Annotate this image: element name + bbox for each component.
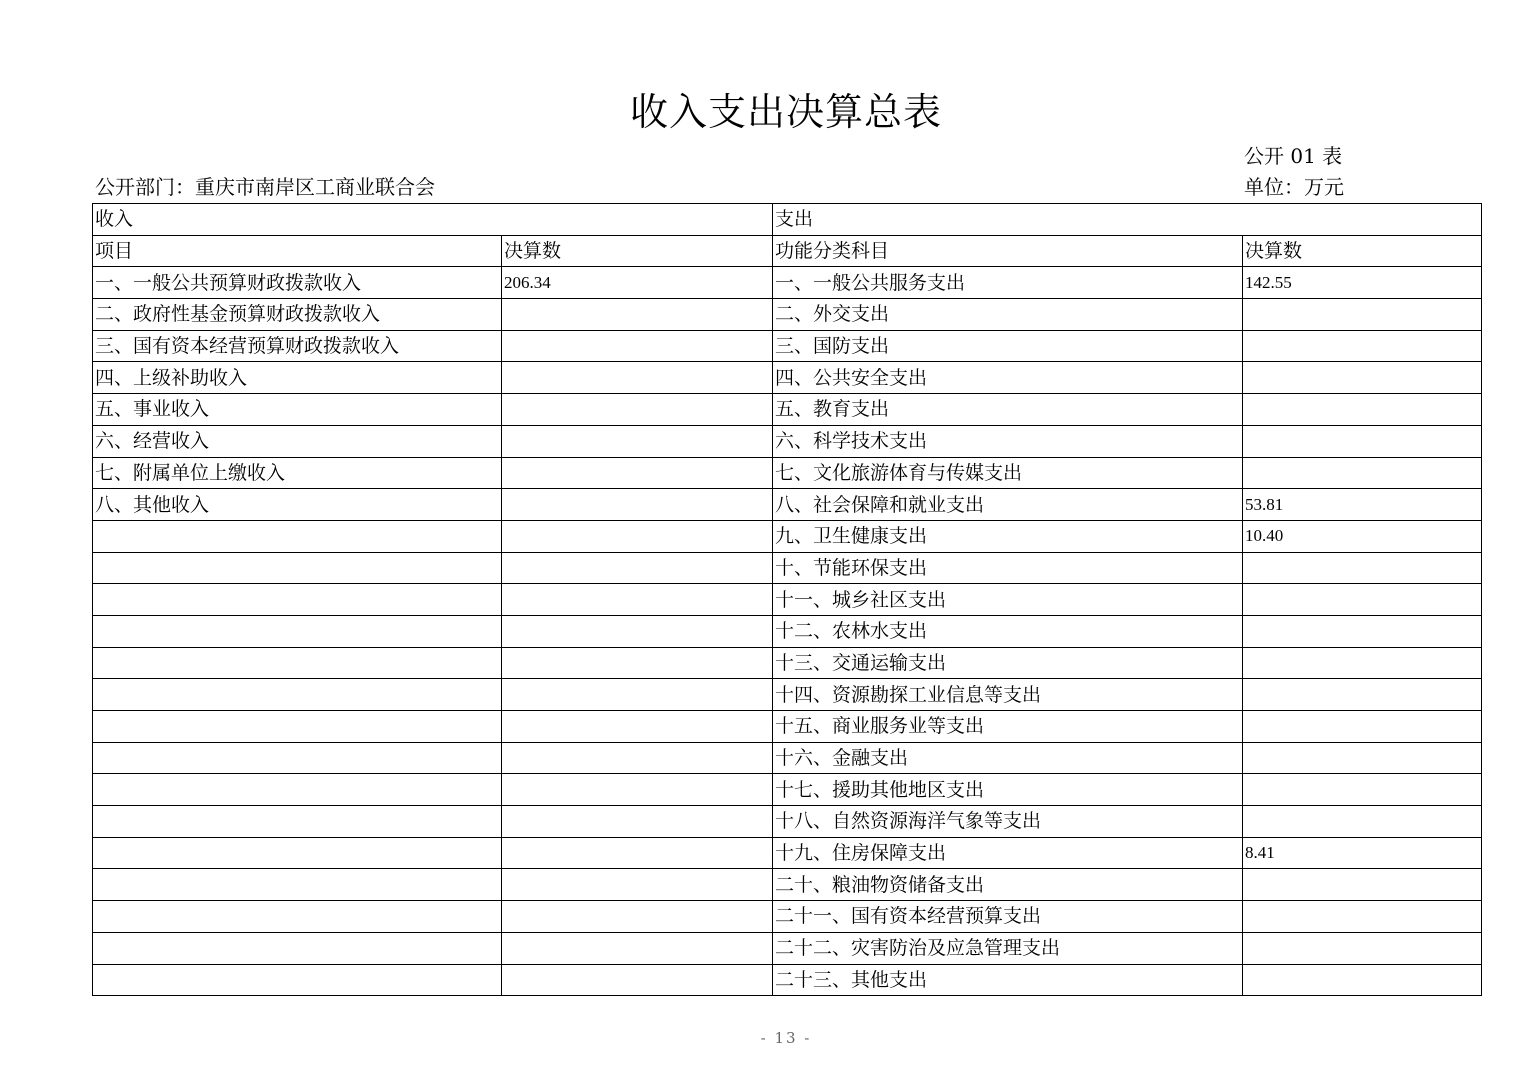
income-amount-cell	[502, 742, 773, 774]
income-item-cell	[93, 615, 502, 647]
expense-item-cell: 十九、住房保障支出	[773, 837, 1243, 869]
expense-item-cell: 二十、粮油物资储备支出	[773, 869, 1243, 901]
expense-item-cell: 十一、城乡社区支出	[773, 584, 1243, 616]
income-amount-cell	[502, 299, 773, 331]
table-row	[93, 679, 1482, 711]
table-body	[93, 204, 1482, 996]
expense-amount-cell	[1243, 932, 1482, 964]
column-header-income-amount: 决算数	[502, 235, 773, 267]
expense-amount-cell	[1243, 742, 1482, 774]
expense-amount-cell	[1243, 774, 1482, 806]
income-item-cell	[93, 774, 502, 806]
income-amount-cell	[502, 520, 773, 552]
table-row	[93, 932, 1482, 964]
table-row	[93, 425, 1482, 457]
expense-item-cell: 二十一、国有资本经营预算支出	[773, 901, 1243, 933]
income-amount-cell	[502, 964, 773, 996]
expense-amount-cell	[1243, 362, 1482, 394]
table-row	[93, 774, 1482, 806]
income-amount-cell	[502, 774, 773, 806]
income-amount-cell	[502, 869, 773, 901]
expense-amount-cell	[1243, 457, 1482, 489]
expense-item-cell: 三、国防支出	[773, 330, 1243, 362]
form-number: 公开 01 表	[1244, 144, 1343, 168]
income-item-cell	[93, 552, 502, 584]
income-item-cell: 五、事业收入	[93, 394, 502, 426]
expense-amount-cell	[1243, 584, 1482, 616]
expense-amount-cell	[1243, 615, 1482, 647]
expense-amount-cell	[1243, 806, 1482, 838]
table-row	[93, 299, 1482, 331]
expense-amount-cell	[1243, 679, 1482, 711]
table-row	[93, 552, 1482, 584]
income-item-cell	[93, 584, 502, 616]
expense-item-cell: 六、科学技术支出	[773, 425, 1243, 457]
expense-amount-cell	[1243, 964, 1482, 996]
expense-amount-cell: 53.81	[1243, 489, 1482, 521]
income-item-cell	[93, 520, 502, 552]
table-row	[93, 267, 1482, 299]
column-header-item: 项目	[93, 235, 502, 267]
expense-amount-cell	[1243, 869, 1482, 901]
table-row	[93, 647, 1482, 679]
income-item-cell	[93, 869, 502, 901]
income-amount-cell	[502, 679, 773, 711]
expense-item-cell: 十七、援助其他地区支出	[773, 774, 1243, 806]
income-item-cell: 八、其他收入	[93, 489, 502, 521]
expense-item-cell: 十六、金融支出	[773, 742, 1243, 774]
income-item-cell: 四、上级补助收入	[93, 362, 502, 394]
expense-item-cell: 十、节能环保支出	[773, 552, 1243, 584]
table-row	[93, 869, 1482, 901]
expense-amount-cell	[1243, 394, 1482, 426]
income-item-cell	[93, 837, 502, 869]
income-item-cell	[93, 806, 502, 838]
income-item-cell: 一、一般公共预算财政拨款收入	[93, 267, 502, 299]
income-expense-table	[92, 203, 1482, 996]
income-amount-cell	[502, 584, 773, 616]
income-amount-cell	[502, 901, 773, 933]
expense-item-cell: 十八、自然资源海洋气象等支出	[773, 806, 1243, 838]
table-row	[93, 742, 1482, 774]
expense-amount-cell	[1243, 711, 1482, 743]
column-header-row	[93, 235, 1482, 267]
page-title: 收入支出决算总表	[629, 90, 942, 134]
column-header-expense-amount: 决算数	[1243, 235, 1482, 267]
expense-amount-cell: 142.55	[1243, 267, 1482, 299]
expense-amount-cell	[1243, 901, 1482, 933]
column-header-function: 功能分类科目	[773, 235, 1243, 267]
expense-item-cell: 一、一般公共服务支出	[773, 267, 1243, 299]
income-item-cell: 三、国有资本经营预算财政拨款收入	[93, 330, 502, 362]
unit-label: 单位：万元	[1244, 175, 1344, 199]
expense-amount-cell	[1243, 552, 1482, 584]
income-amount-cell	[502, 457, 773, 489]
income-item-cell	[93, 679, 502, 711]
income-amount-cell	[502, 615, 773, 647]
income-item-cell: 二、政府性基金预算财政拨款收入	[93, 299, 502, 331]
expense-amount-cell	[1243, 299, 1482, 331]
expense-item-cell: 十四、资源勘探工业信息等支出	[773, 679, 1243, 711]
income-amount-cell	[502, 932, 773, 964]
expense-item-cell: 四、公共安全支出	[773, 362, 1243, 394]
income-amount-cell	[502, 394, 773, 426]
table-row	[93, 584, 1482, 616]
income-amount-cell: 206.34	[502, 267, 773, 299]
expense-amount-cell: 10.40	[1243, 520, 1482, 552]
expense-item-cell: 五、教育支出	[773, 394, 1243, 426]
income-amount-cell	[502, 647, 773, 679]
income-amount-cell	[502, 489, 773, 521]
table-row	[93, 901, 1482, 933]
income-item-cell	[93, 742, 502, 774]
income-item-cell	[93, 901, 502, 933]
expense-item-cell: 十五、商业服务业等支出	[773, 711, 1243, 743]
income-item-cell	[93, 711, 502, 743]
section-header-row	[93, 204, 1482, 236]
table-row	[93, 837, 1482, 869]
table-row	[93, 964, 1482, 996]
table-row	[93, 330, 1482, 362]
income-amount-cell	[502, 806, 773, 838]
table-row	[93, 457, 1482, 489]
department-label: 公开部门：重庆市南岸区工商业联合会	[95, 175, 435, 199]
expense-section-header: 支出	[773, 204, 1482, 236]
expense-item-cell: 十三、交通运输支出	[773, 647, 1243, 679]
table-row	[93, 806, 1482, 838]
table-row	[93, 520, 1482, 552]
income-amount-cell	[502, 837, 773, 869]
expense-amount-cell	[1243, 330, 1482, 362]
table-row	[93, 615, 1482, 647]
income-item-cell	[93, 647, 502, 679]
expense-item-cell: 七、文化旅游体育与传媒支出	[773, 457, 1243, 489]
income-amount-cell	[502, 362, 773, 394]
table-row	[93, 362, 1482, 394]
expense-amount-cell: 8.41	[1243, 837, 1482, 869]
income-amount-cell	[502, 711, 773, 743]
table-row	[93, 711, 1482, 743]
income-amount-cell	[502, 330, 773, 362]
income-section-header: 收入	[93, 204, 773, 236]
expense-item-cell: 八、社会保障和就业支出	[773, 489, 1243, 521]
income-item-cell	[93, 964, 502, 996]
expense-item-cell: 二十二、灾害防治及应急管理支出	[773, 932, 1243, 964]
table-row	[93, 489, 1482, 521]
page-number: - 13 -	[760, 1029, 812, 1047]
table-row	[93, 394, 1482, 426]
expense-item-cell: 二、外交支出	[773, 299, 1243, 331]
income-item-cell: 七、附属单位上缴收入	[93, 457, 502, 489]
expense-item-cell: 九、卫生健康支出	[773, 520, 1243, 552]
expense-amount-cell	[1243, 425, 1482, 457]
expense-item-cell: 二十三、其他支出	[773, 964, 1243, 996]
expense-item-cell: 十二、农林水支出	[773, 615, 1243, 647]
expense-amount-cell	[1243, 647, 1482, 679]
income-item-cell	[93, 932, 502, 964]
income-item-cell: 六、经营收入	[93, 425, 502, 457]
income-amount-cell	[502, 425, 773, 457]
income-amount-cell	[502, 552, 773, 584]
